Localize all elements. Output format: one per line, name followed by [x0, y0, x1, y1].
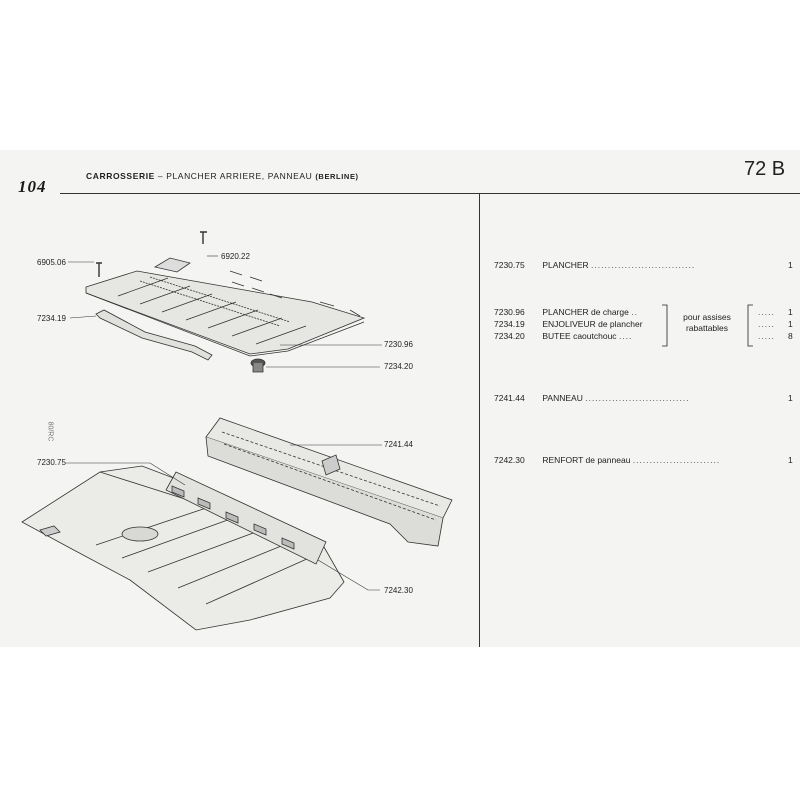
callout-7230-96: 7230.96: [384, 340, 413, 349]
callout-6920-22: 6920.22: [221, 252, 250, 261]
part-qty: 1: [788, 260, 793, 270]
leader-dots: ...............................: [591, 260, 696, 270]
leader-dots: ...............................: [585, 393, 690, 403]
page-number: 72 B: [744, 158, 786, 180]
leader-dots: ..........................: [632, 455, 721, 465]
part-name: PANNEAU: [542, 393, 583, 403]
group-note: [676, 312, 738, 334]
callout-7230-75: 7230.75: [37, 458, 66, 467]
parts-row: [494, 393, 689, 404]
part-ref: 7234.19: [494, 319, 525, 329]
part-name: PLANCHER de charge: [542, 307, 629, 317]
parts-row: [494, 319, 643, 330]
callout-7241-44: 7241.44: [384, 440, 413, 449]
leader-dots: ..: [631, 307, 638, 317]
group-qty-dots: .....: [758, 307, 775, 317]
callout-7234-19: 7234.19: [37, 314, 66, 323]
callout-7234-20: 7234.20: [384, 362, 413, 371]
parts-row: [494, 307, 638, 318]
title-subject: – PLANCHER ARRIERE, PANNEAU: [154, 171, 316, 181]
title-section: CARROSSERIE: [86, 171, 155, 181]
part-name: PLANCHER: [542, 260, 589, 270]
part-name: ENJOLIVEUR de plancher: [542, 319, 643, 329]
parts-row: [494, 455, 720, 466]
group-qty-dots: .....: [758, 331, 775, 341]
part-name: BUTEE caoutchouc: [542, 331, 617, 341]
part-qty: 1: [788, 319, 793, 329]
group-note-line: pour assises: [683, 312, 731, 322]
group-note-line: rabattables: [685, 323, 729, 333]
part-qty: 1: [788, 307, 793, 317]
title-variant: (BERLINE): [315, 172, 359, 181]
part-ref: 7241.44: [494, 393, 525, 403]
callout-7242-30: 7242.30: [384, 586, 413, 595]
part-qty: 8: [788, 331, 793, 341]
part-ref: 7242.30: [494, 455, 525, 465]
part-name: RENFORT de panneau: [542, 455, 631, 465]
group-qty-dots: .....: [758, 319, 775, 329]
part-ref: 7234.20: [494, 331, 525, 341]
part-ref: 7230.96: [494, 307, 525, 317]
part-ref: 7230.75: [494, 260, 525, 270]
model-logo: 104: [18, 177, 47, 196]
catalog-sheet: [0, 150, 800, 647]
callout-6905-06: 6905.06: [37, 258, 66, 267]
part-qty: 1: [788, 393, 793, 403]
margin-note: 80/RC: [46, 421, 54, 442]
parts-row: [494, 260, 695, 271]
parts-row: [494, 331, 632, 342]
part-qty: 1: [788, 455, 793, 465]
leader-dots: ....: [618, 331, 633, 341]
